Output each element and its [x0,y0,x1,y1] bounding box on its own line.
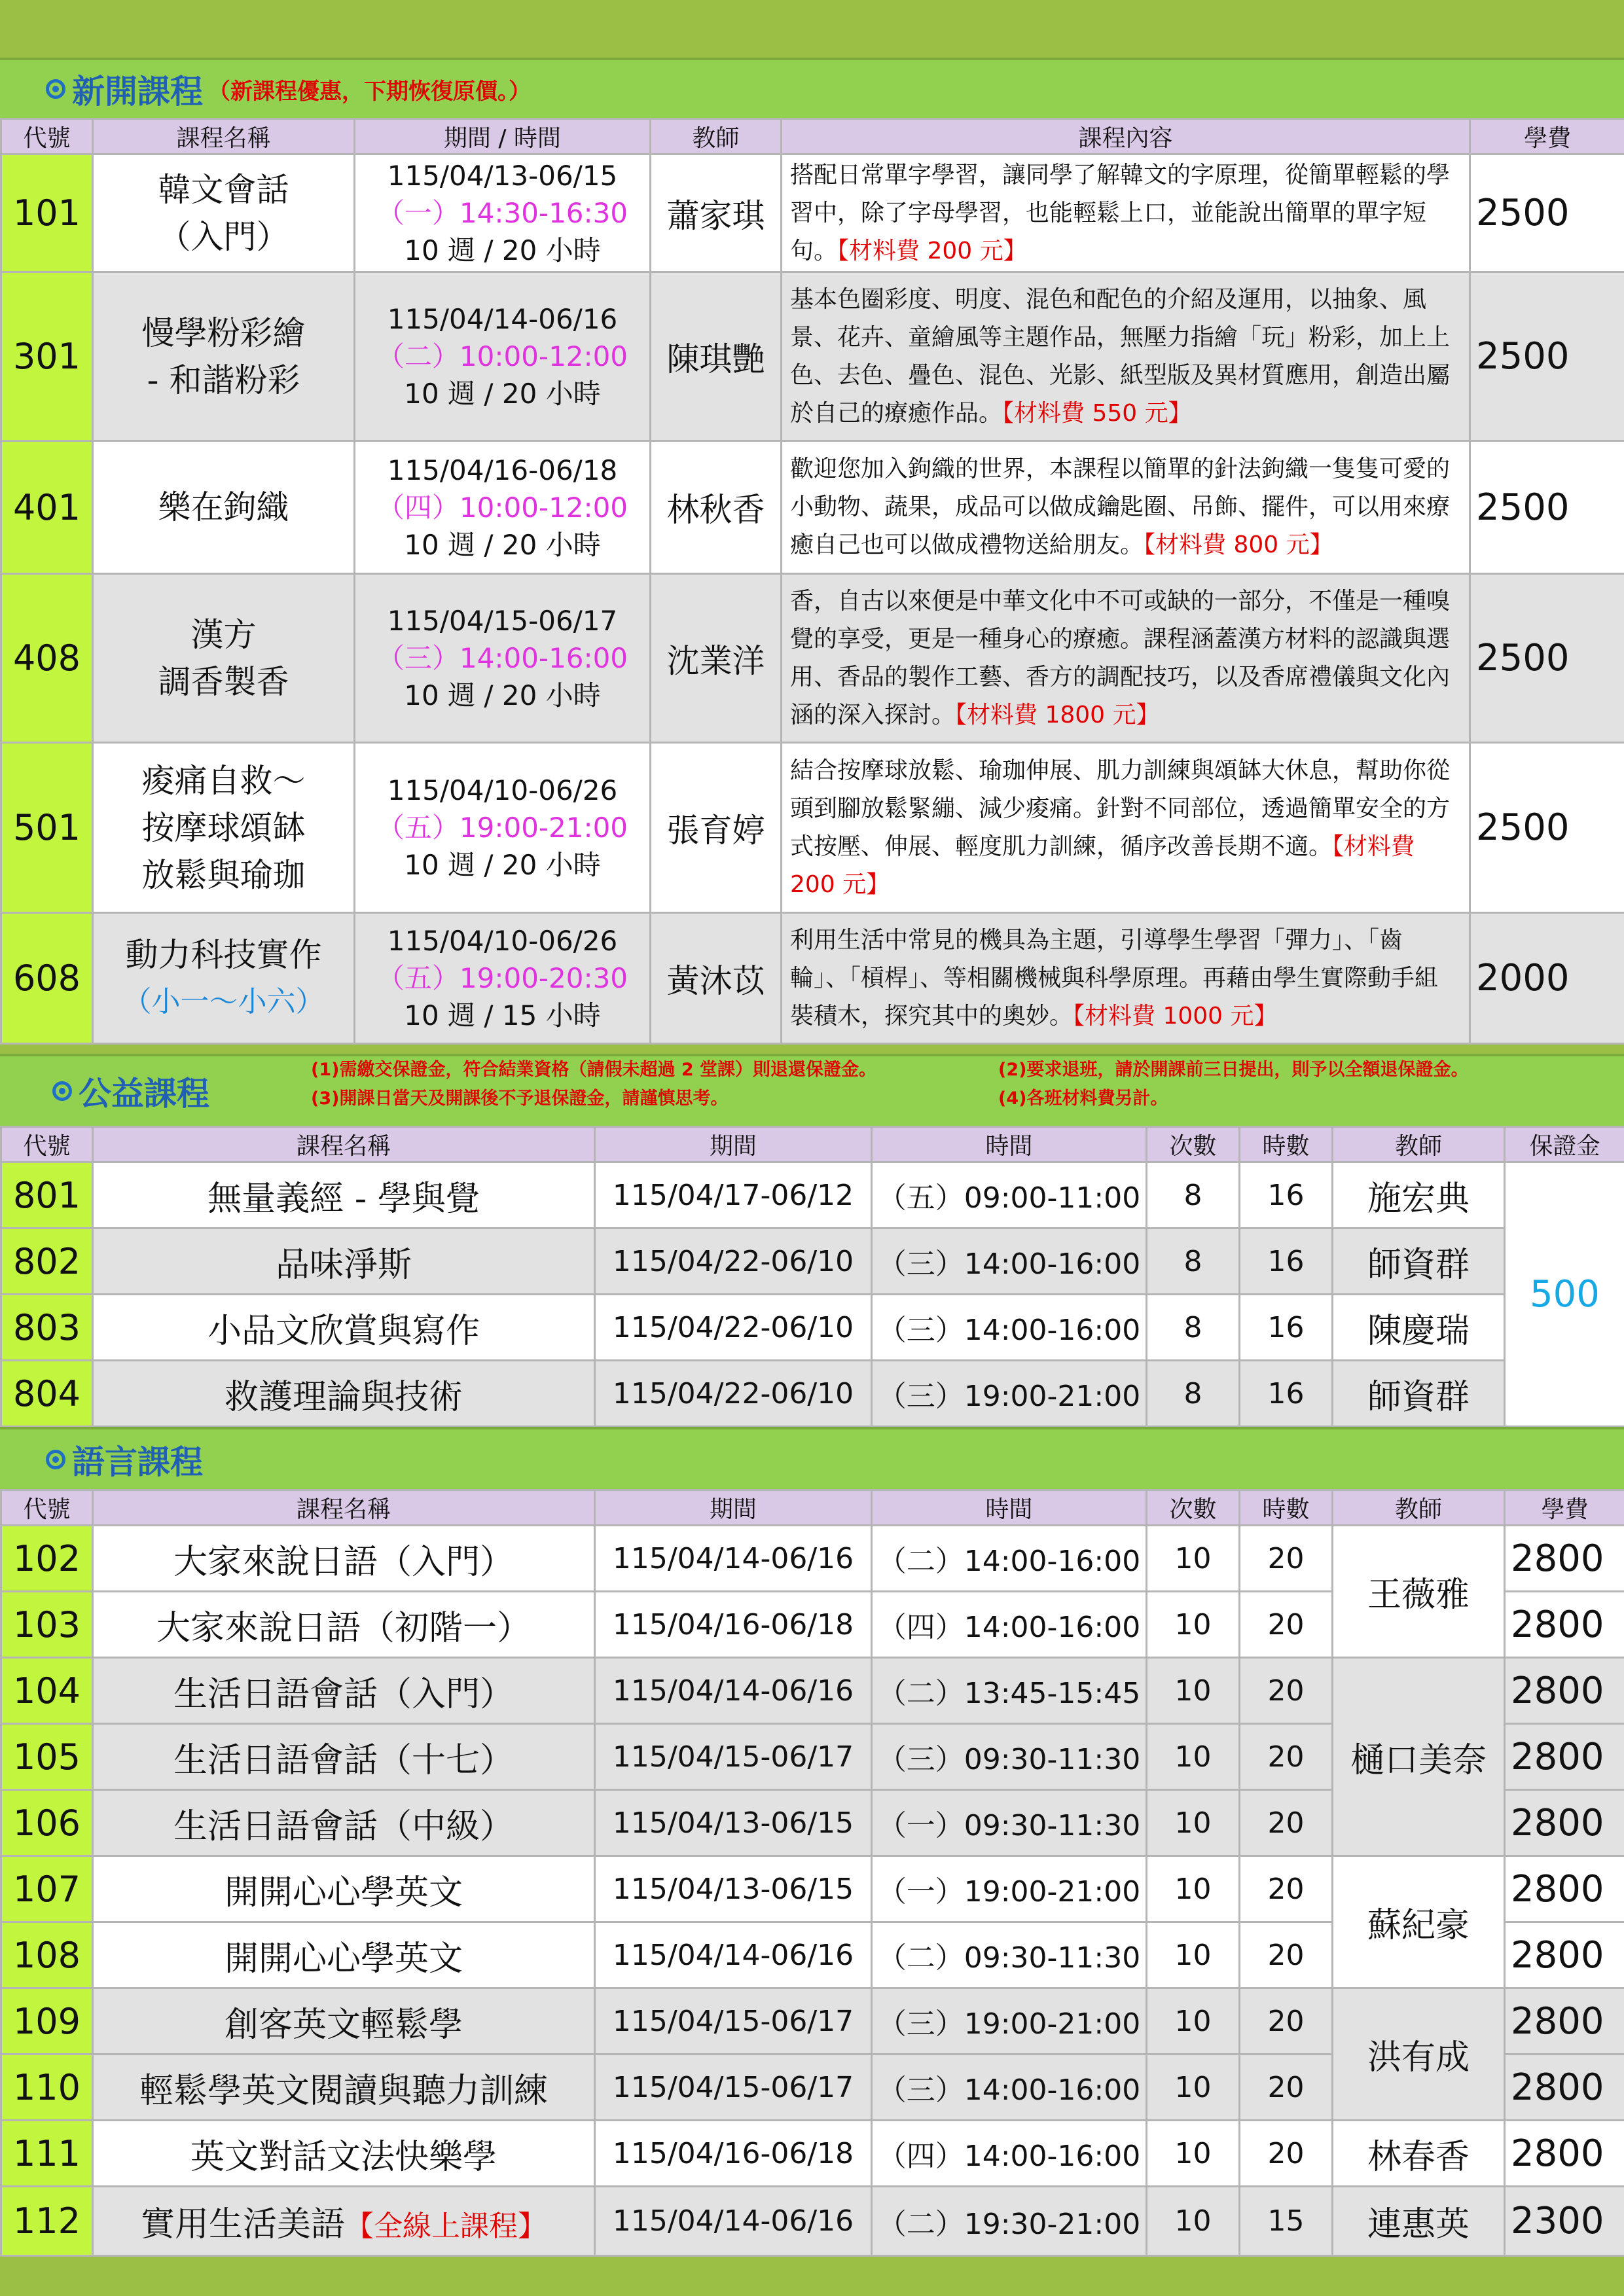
course-hours: 20 [1240,1988,1333,2054]
course-fee: 2800 [1505,1526,1624,1592]
col-deposit: 保證金 [1505,1127,1624,1162]
course-teacher: 施宏典 [1333,1162,1505,1229]
course-sessions: 10 [1147,1856,1240,1922]
course-fee: 2800 [1505,2054,1624,2121]
course-weeks: 10 週 / 15 小時 [404,999,601,1031]
content-text: 利用生活中常見的機具為主題，引導學生學習「彈力」、「齒輪」、「槓桿」、等相關機械與科學原理。再藉由學生實際動手組裝積木，探究其中的奧妙。 [790,926,1439,1030]
course-time: （三）09:30-11:30 [872,1724,1147,1790]
course-code: 108 [1,1922,93,1988]
col-sessions: 次數 [1147,1490,1240,1526]
note-item: (3)開課日當天及開課後不予退保證金，請謹慎思考。 [311,1088,729,1109]
course-sessions: 8 [1147,1229,1240,1295]
course-hours: 20 [1240,1592,1333,1658]
course-code: 111 [1,2121,93,2187]
deposit-amount: 500 [1505,1162,1624,1427]
course-name [93,2187,595,2256]
course-teacher: 陳慶瑞 [1333,1295,1505,1361]
table-header [1,119,1624,154]
course-teacher: 林秋香 [651,441,782,574]
col-period: 期間 [595,1127,872,1162]
course-fee: 2800 [1505,1592,1624,1658]
col-name: 課程名稱 [93,119,355,154]
table-row [1,1856,1624,1922]
course-code: 608 [1,913,93,1044]
table-row [1,574,1624,743]
table-row [1,2121,1624,2187]
course-name-line: 慢學粉彩繪 [141,314,306,352]
course-sessions: 8 [1147,1162,1240,1229]
course-name-line: 按摩球頌缽 [141,808,306,847]
col-hours: 時數 [1240,1490,1333,1526]
material-fee: 【材料費 200 元】 [790,833,1415,898]
table-row [1,1295,1624,1361]
course-teacher: 林春香 [1333,2121,1505,2187]
course-date: 115/04/13-06/15 [387,160,618,192]
course-period: 115/04/17-06/12 [595,1162,872,1229]
course-date: 115/04/10-06/26 [387,925,618,957]
course-content [782,743,1470,913]
course-period: 115/04/14-06/16 [595,1526,872,1592]
course-name [93,272,355,441]
course-content [782,441,1470,574]
course-weeks: 10 週 / 20 小時 [404,234,601,266]
content-text: 歡迎您加入鉤織的世界，本課程以簡單的針法鉤織一隻隻可愛的小動物、蔬果，成品可以做成鑰匙圈、吊飾、擺件，可以用來療癒自己也可以做成禮物送給朋友。 [790,456,1451,558]
course-code: 401 [1,441,93,574]
target-bullet-icon [46,1450,65,1469]
course-period: 115/04/22-06/10 [595,1361,872,1427]
table-row [1,154,1624,272]
course-time: （二）13:45-15:45 [872,1658,1147,1724]
course-sessions: 10 [1147,1526,1240,1592]
col-period: 期間 / 時間 [355,119,651,154]
language-courses-table [0,1489,1624,2257]
col-teacher: 教師 [651,119,782,154]
course-hours: 20 [1240,1856,1333,1922]
col-content: 課程內容 [782,119,1470,154]
course-name: 英文對話文法快樂學 [93,2121,595,2187]
course-fee: 2800 [1505,1724,1624,1790]
course-hours: 15 [1240,2187,1333,2256]
table-header [1,1490,1624,1526]
course-teacher: 蕭家琪 [651,154,782,272]
course-period: 115/04/22-06/10 [595,1229,872,1295]
course-fee: 2500 [1470,743,1624,913]
course-fee: 2800 [1505,1658,1624,1724]
course-time: （三）14:00-16:00 [376,642,628,674]
course-sessions: 10 [1147,1988,1240,2054]
col-code: 代號 [1,119,93,154]
course-teacher: 陳琪艷 [651,272,782,441]
course-code: 301 [1,272,93,441]
course-code: 107 [1,1856,93,1922]
course-time: （四）10:00-12:00 [376,491,628,524]
course-name: 大家來說日語（初階一） [93,1592,595,1658]
course-period: 115/04/14-06/16 [595,1658,872,1724]
course-teacher: 樋口美奈 [1333,1658,1505,1856]
course-name [93,913,355,1044]
new-courses-note: （新課程優惠，下期恢復原價。） [208,78,531,105]
course-period: 115/04/15-06/17 [595,1724,872,1790]
col-fee: 學費 [1470,119,1624,154]
table-row [1,441,1624,574]
course-hours: 16 [1240,1295,1333,1361]
table-row [1,913,1624,1044]
course-code: 803 [1,1295,93,1361]
course-name: 生活日語會話（十七） [93,1724,595,1790]
new-courses-title: 新開課程 [72,73,203,111]
course-teacher: 黃沐苡 [651,913,782,1044]
course-time: （五）19:00-20:30 [376,962,628,994]
note-item: (1)需繳交保證金，符合結業資格（請假未超過 2 堂課）則退還保證金。 [311,1060,877,1080]
course-name: 小品文欣賞與寫作 [93,1295,595,1361]
course-time: （二）09:30-11:30 [872,1922,1147,1988]
course-time: （三）19:00-21:00 [872,1361,1147,1427]
course-period: 115/04/14-06/16 [595,1922,872,1988]
content-text: 基本色圈彩度、明度、混色和配色的介紹及運用，以抽象、風景、花卉、童繪風等主題作品，無壓力指繪「玩」粉彩，加上上色、去色、疊色、混色、光影、紙型版及異材質應用，創造出屬於自己的療癒作品。 [790,285,1451,427]
table-row [1,743,1624,913]
course-time: （三）19:00-21:00 [872,1988,1147,2054]
course-sessions: 10 [1147,2121,1240,2187]
course-teacher: 沈業洋 [651,574,782,743]
bottom-band [0,2262,1624,2296]
course-sessions: 8 [1147,1361,1240,1427]
course-code: 501 [1,743,93,913]
course-time: （一）19:00-21:00 [872,1856,1147,1922]
course-fee: 2800 [1505,1790,1624,1856]
course-hours: 20 [1240,1658,1333,1724]
course-weeks: 10 週 / 20 小時 [404,849,601,881]
course-period: 115/04/15-06/17 [595,1988,872,2054]
course-name-line: （入門） [158,217,289,256]
table-row [1,272,1624,441]
course-teacher: 師資群 [1333,1361,1505,1427]
course-period: 115/04/13-06/15 [595,1856,872,1922]
content-text: 結合按摩球放鬆、瑜珈伸展、肌力訓練與頌缽大休息，幫助你從頭到腳放鬆緊繃、減少痠痛。針對不同部位，透過簡單安全的方式按壓、伸展、輕度肌力訓練，循序改善長期不適。 [790,757,1451,860]
material-fee: 【材料費 550 元】 [1002,399,1192,427]
course-sessions: 10 [1147,1592,1240,1658]
table-row [1,2187,1624,2256]
course-content [782,913,1470,1044]
public-courses-table [0,1126,1624,1427]
course-time: （二）14:00-16:00 [872,1526,1147,1592]
new-courses-bar [0,58,1624,118]
table-row [1,1658,1624,1724]
course-hours: 20 [1240,1922,1333,1988]
col-time: 時間 [872,1490,1147,1526]
course-period [355,574,651,743]
course-grade-range: （小一～小六） [122,984,325,1018]
note-item: (4)各班材料費另計。 [998,1088,1168,1109]
course-hours: 20 [1240,2054,1333,2121]
col-name: 課程名稱 [93,1127,595,1162]
course-fee: 2500 [1470,441,1624,574]
course-name: 生活日語會話（中級） [93,1790,595,1856]
course-code: 102 [1,1526,93,1592]
table-row [1,1361,1624,1427]
course-fee: 2500 [1470,272,1624,441]
course-content [782,272,1470,441]
table-row [1,1526,1624,1592]
course-period [355,441,651,574]
course-name: 創客英文輕鬆學 [93,1988,595,2054]
course-hours: 20 [1240,2121,1333,2187]
course-name: 輕鬆學英文閱讀與聽力訓練 [93,2054,595,2121]
table-row [1,1988,1624,2054]
course-time: （五）19:00-21:00 [376,812,628,844]
material-fee: 【材料費 1000 元】 [1073,1002,1278,1030]
course-teacher: 張育婷 [651,743,782,913]
course-code: 105 [1,1724,93,1790]
course-name [93,574,355,743]
course-date: 115/04/15-06/17 [387,605,618,637]
course-period [355,154,651,272]
course-sessions: 10 [1147,1922,1240,1988]
course-sessions: 10 [1147,1724,1240,1790]
content-text: 香，自古以來便是中華文化中不可或缺的一部分，不僅是一種嗅覺的享受，更是一種身心的療癒。課程涵蓋漢方材料的認識與選用、香品的製作工藝、香方的調配技巧，以及香席禮儀與文化內涵的深入探討。 [790,587,1451,728]
course-teacher: 洪有成 [1333,1988,1505,2121]
course-code: 106 [1,1790,93,1856]
course-name-line: 漢方 [190,615,257,654]
course-code: 112 [1,2187,93,2256]
course-code: 801 [1,1162,93,1229]
course-name-line: 調香製香 [158,662,289,701]
course-time: （三）14:00-16:00 [872,1229,1147,1295]
material-fee: 【材料費 1800 元】 [955,701,1160,728]
course-date: 115/04/16-06/18 [387,454,618,486]
course-name [93,154,355,272]
course-sessions: 8 [1147,1295,1240,1361]
course-teacher: 王薇雅 [1333,1526,1505,1658]
course-period: 115/04/16-06/18 [595,2121,872,2187]
course-weeks: 10 週 / 20 小時 [404,528,601,561]
course-name-line: 樂在鉤織 [158,488,289,526]
course-hours: 20 [1240,1724,1333,1790]
course-fee: 2800 [1505,1988,1624,2054]
course-time: （一）09:30-11:30 [872,1790,1147,1856]
course-content [782,154,1470,272]
course-hours: 16 [1240,1229,1333,1295]
course-name-text: 實用生活美語 [140,2205,345,2244]
course-name [93,441,355,574]
course-time: （三）14:00-16:00 [872,1295,1147,1361]
col-period: 期間 [595,1490,872,1526]
course-hours: 20 [1240,1790,1333,1856]
course-sessions: 10 [1147,2054,1240,2121]
course-weeks: 10 週 / 20 小時 [404,679,601,711]
course-code: 109 [1,1988,93,2054]
course-name [93,743,355,913]
course-sessions: 10 [1147,1790,1240,1856]
course-time: （四）14:00-16:00 [872,1592,1147,1658]
col-sessions: 次數 [1147,1127,1240,1162]
material-fee: 【材料費 200 元】 [837,237,1027,264]
course-code: 103 [1,1592,93,1658]
public-courses-bar [0,1054,1624,1126]
course-code: 104 [1,1658,93,1724]
col-name: 課程名稱 [93,1490,595,1526]
course-period: 115/04/22-06/10 [595,1295,872,1361]
language-courses-bar [0,1427,1624,1489]
target-bullet-icon [46,79,65,99]
course-code: 802 [1,1229,93,1295]
course-period: 115/04/13-06/15 [595,1790,872,1856]
course-name: 開開心心學英文 [93,1922,595,1988]
col-code: 代號 [1,1490,93,1526]
course-code: 110 [1,2054,93,2121]
col-teacher: 教師 [1333,1127,1505,1162]
course-fee: 2800 [1505,2121,1624,2187]
course-time: （三）14:00-16:00 [872,2054,1147,2121]
course-name: 救護理論與技術 [93,1361,595,1427]
course-code: 408 [1,574,93,743]
content-text: 搭配日常單字學習，讓同學了解韓文的字原理，從簡單輕鬆的學習中，除了字母學習，也能輕鬆上口，並能說出簡單的單字短句。 [790,161,1451,264]
course-fee: 2800 [1505,1922,1624,1988]
course-code: 101 [1,154,93,272]
course-fee: 2300 [1505,2187,1624,2256]
course-period: 115/04/16-06/18 [595,1592,872,1658]
course-name: 大家來說日語（入門） [93,1526,595,1592]
course-fee: 2000 [1470,913,1624,1044]
course-date: 115/04/10-06/26 [387,774,618,806]
course-teacher: 連惠英 [1333,2187,1505,2256]
course-name-line: 動力科技實作 [125,935,322,974]
course-time: （一）14:30-16:30 [376,197,628,229]
course-weeks: 10 週 / 20 小時 [404,378,601,410]
course-time: （二）10:00-12:00 [376,340,628,372]
course-name-line: 痠痛自救～ [141,761,306,800]
col-code: 代號 [1,1127,93,1162]
col-hours: 時數 [1240,1127,1333,1162]
col-time: 時間 [872,1127,1147,1162]
course-time: （四）14:00-16:00 [872,2121,1147,2187]
table-header [1,1127,1624,1162]
course-name-line: - 和諧粉彩 [147,361,300,399]
course-name-line: 放鬆與瑜珈 [141,855,306,894]
course-fee: 2500 [1470,574,1624,743]
table-row [1,1162,1624,1229]
note-item: (2)要求退班，請於開課前三日提出，則予以全額退保證金。 [998,1060,1469,1080]
course-period [355,743,651,913]
online-badge: 【全線上課程】 [345,2210,547,2243]
col-teacher: 教師 [1333,1490,1505,1526]
course-name: 品味淨斯 [93,1229,595,1295]
new-courses-table [0,118,1624,1045]
course-hours: 16 [1240,1361,1333,1427]
course-teacher: 蘇紀豪 [1333,1856,1505,1988]
course-name: 無量義經 - 學與覺 [93,1162,595,1229]
course-content [782,574,1470,743]
material-fee: 【材料費 800 元】 [1144,531,1333,558]
course-hours: 16 [1240,1162,1333,1229]
col-fee: 學費 [1505,1490,1624,1526]
course-time: （五）09:00-11:00 [872,1162,1147,1229]
course-period [355,913,651,1044]
course-time: （二）19:30-21:00 [872,2187,1147,2256]
course-code: 804 [1,1361,93,1427]
target-bullet-icon [52,1081,72,1101]
course-sessions: 10 [1147,1658,1240,1724]
course-period [355,272,651,441]
course-fee: 2800 [1505,1856,1624,1922]
course-fee: 2500 [1470,154,1624,272]
course-name: 生活日語會話（入門） [93,1658,595,1724]
course-name: 開開心心學英文 [93,1856,595,1922]
table-row [1,1229,1624,1295]
course-name-line: 韓文會話 [158,170,289,209]
course-sessions: 10 [1147,2187,1240,2256]
course-period: 115/04/15-06/17 [595,2054,872,2121]
course-hours: 20 [1240,1526,1333,1592]
course-teacher: 師資群 [1333,1229,1505,1295]
public-courses-title: 公益課程 [79,1075,209,1113]
course-period: 115/04/14-06/16 [595,2187,872,2256]
top-band [0,0,1624,58]
language-courses-title: 語言課程 [72,1443,203,1481]
course-date: 115/04/14-06/16 [387,303,618,335]
